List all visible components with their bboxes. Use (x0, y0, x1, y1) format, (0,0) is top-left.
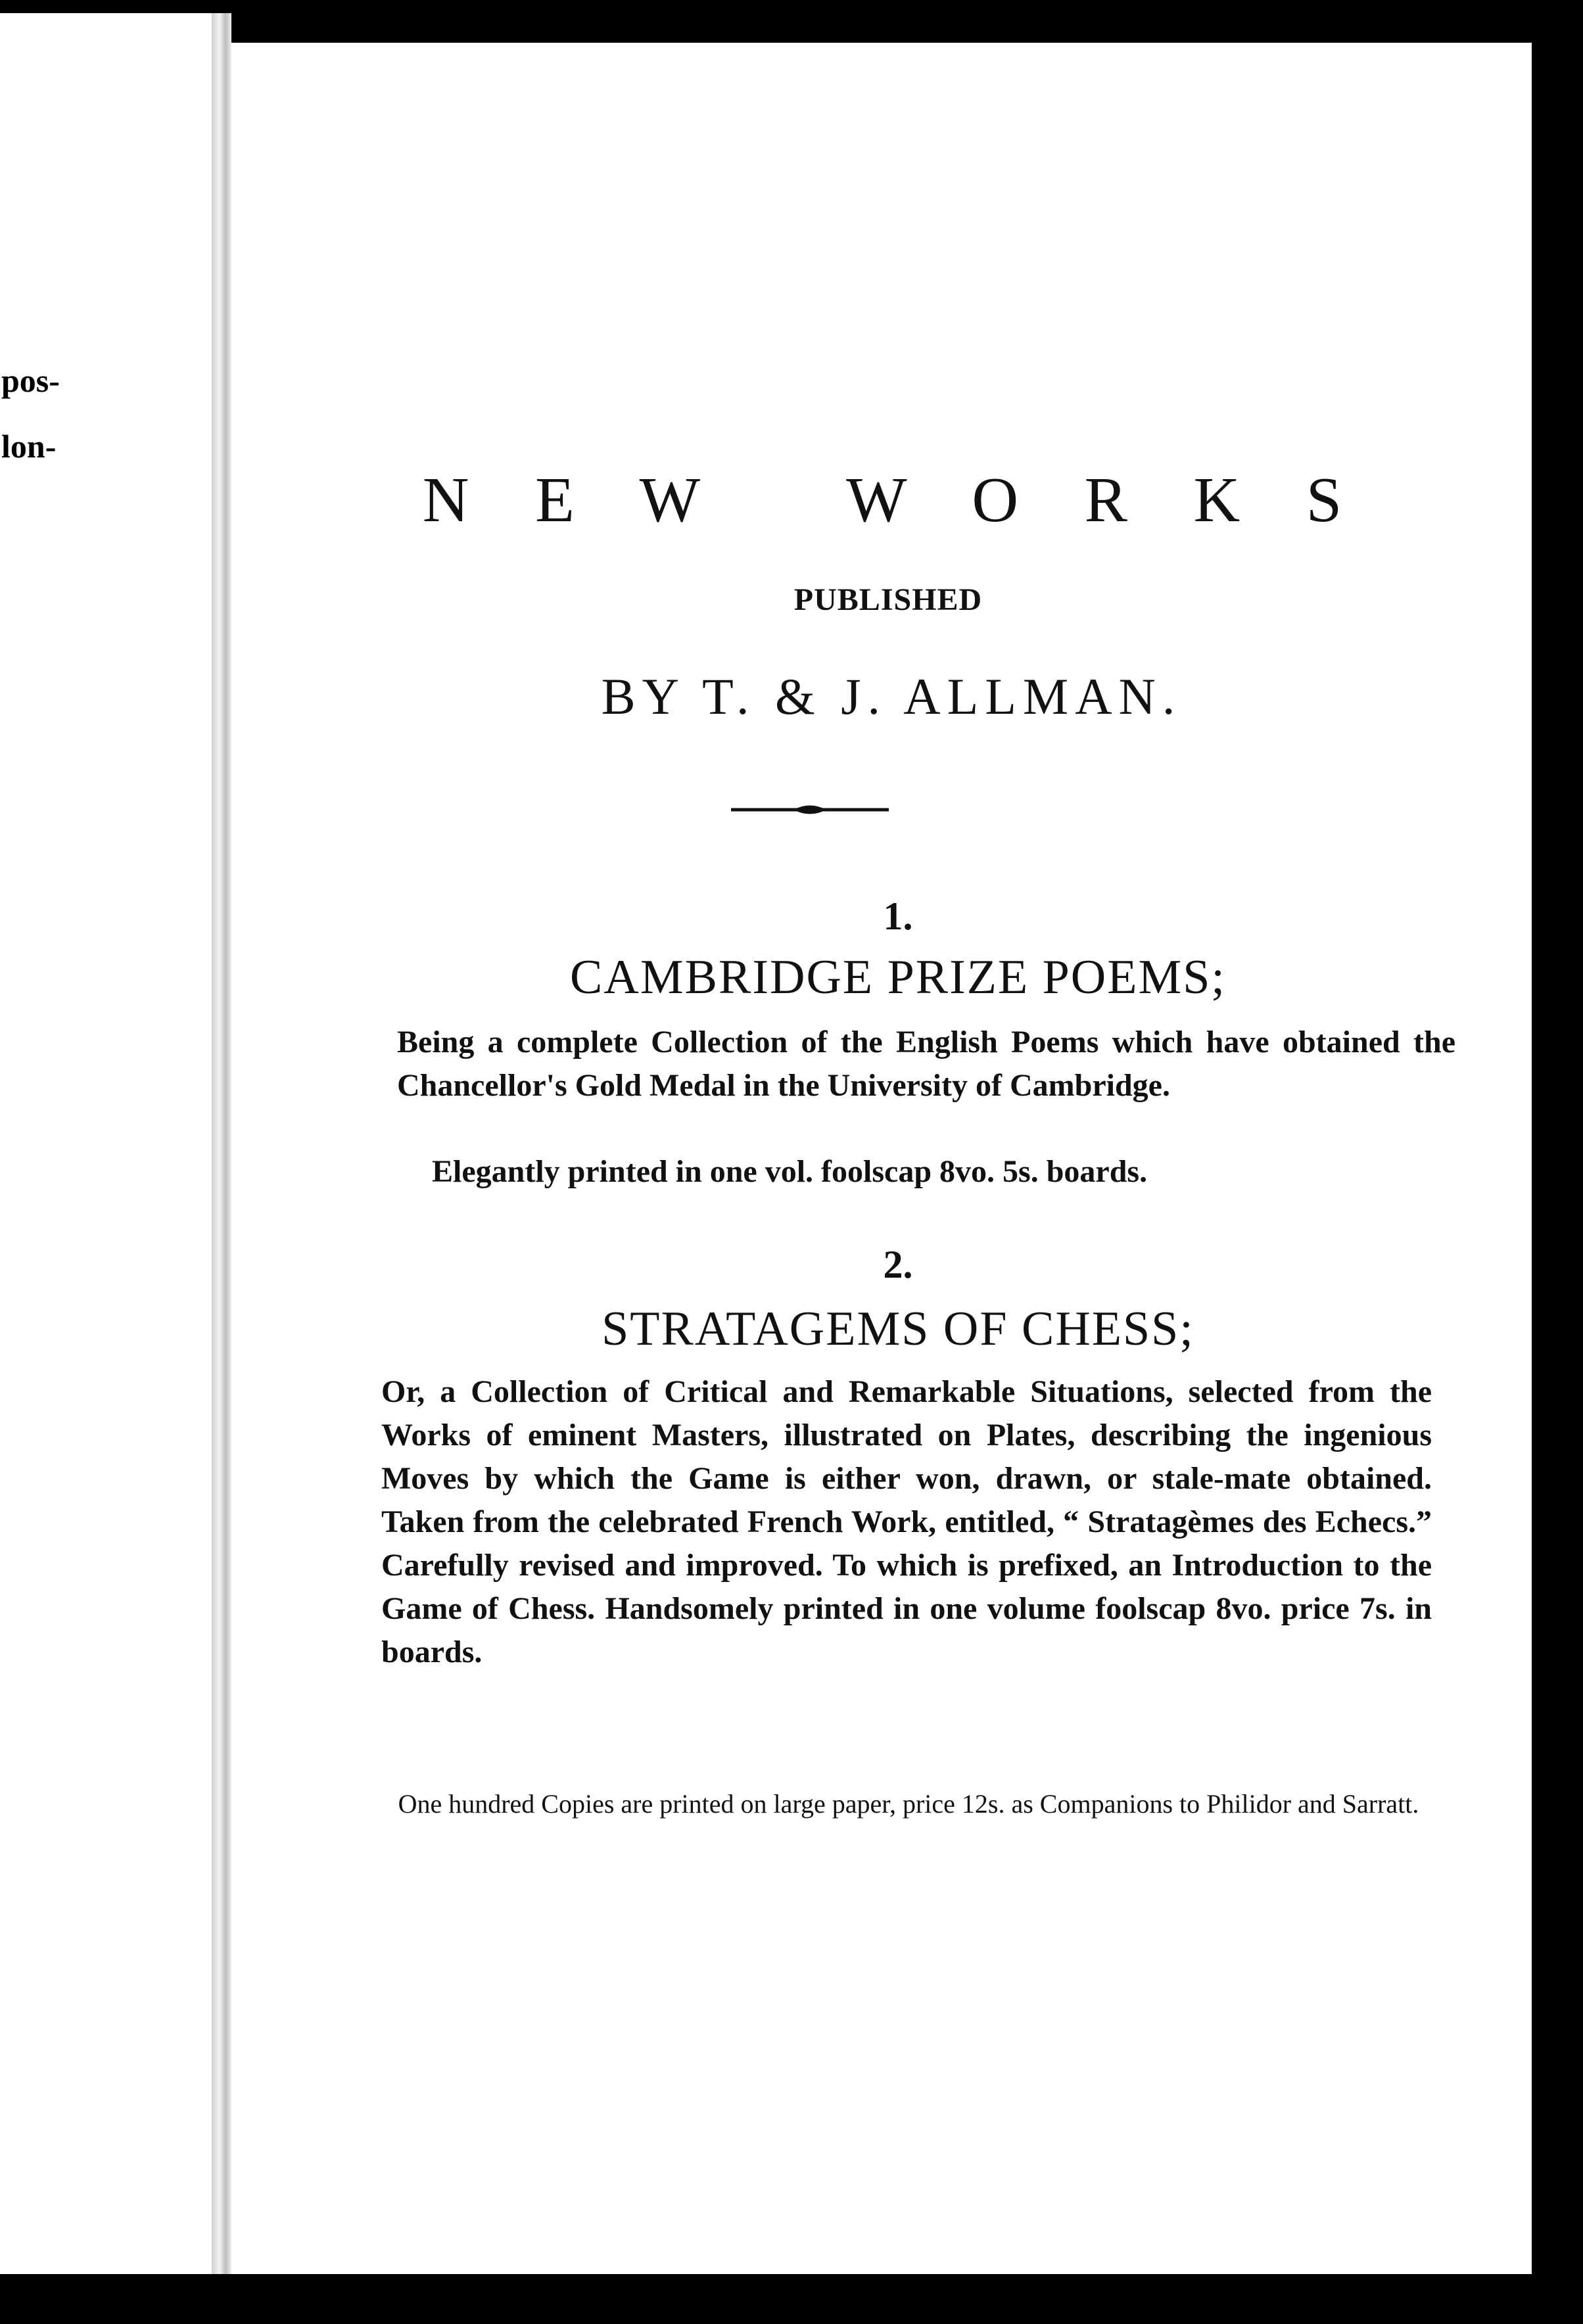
previous-page (0, 13, 212, 2274)
item-number: 2. (883, 1243, 913, 1286)
item-title: CAMBRIDGE PRIZE POEMS; (570, 950, 1226, 1004)
scan-border-bottom (0, 2274, 1583, 2324)
ornament-divider-icon (731, 800, 889, 820)
scan-border-right (1532, 0, 1583, 2324)
previous-page-fragment: lon- (1, 428, 57, 465)
item-title: STRATAGEMS OF CHESS; (602, 1302, 1194, 1356)
book-gutter (212, 13, 231, 2274)
advertisement-page (231, 43, 1532, 2274)
item-description: Or, a Collection of Critical and Remarkable Situations, selected from the Works of eminent Masters, illustrated on Plates, describing the ingenious Moves by which the Game is either won, drawn, or stale-mate obtained. Taken from the celebrated French Work, entitled, “ Stratagèmes des Echecs.” Carefully revised and improved. To which is prefixed, an Introduction to the Game of Chess. Handsomely printed in one volume foolscap 8vo. price 7s. in boards. (381, 1374, 1432, 1669)
item-note: One hundred Copies are printed on large paper, price 12s. as Companions to Philidor and Sarratt. (398, 1789, 1419, 1819)
publisher-heading: BY T. & J. ALLMAN. (601, 668, 1182, 725)
previous-page-fragment: pos- (1, 362, 60, 399)
published-heading: PUBLISHED (793, 582, 983, 617)
item-price: Elegantly printed in one vol. foolscap 8vo. 5s. boards. (432, 1154, 1148, 1189)
item-number: 1. (883, 895, 913, 938)
item-description: Being a complete Collection of the English Poems which have obtained the Chancellor's Gold Medal in the University of Cambridge. (397, 1025, 1455, 1103)
page-title: N E W W O R K S (422, 465, 1367, 536)
